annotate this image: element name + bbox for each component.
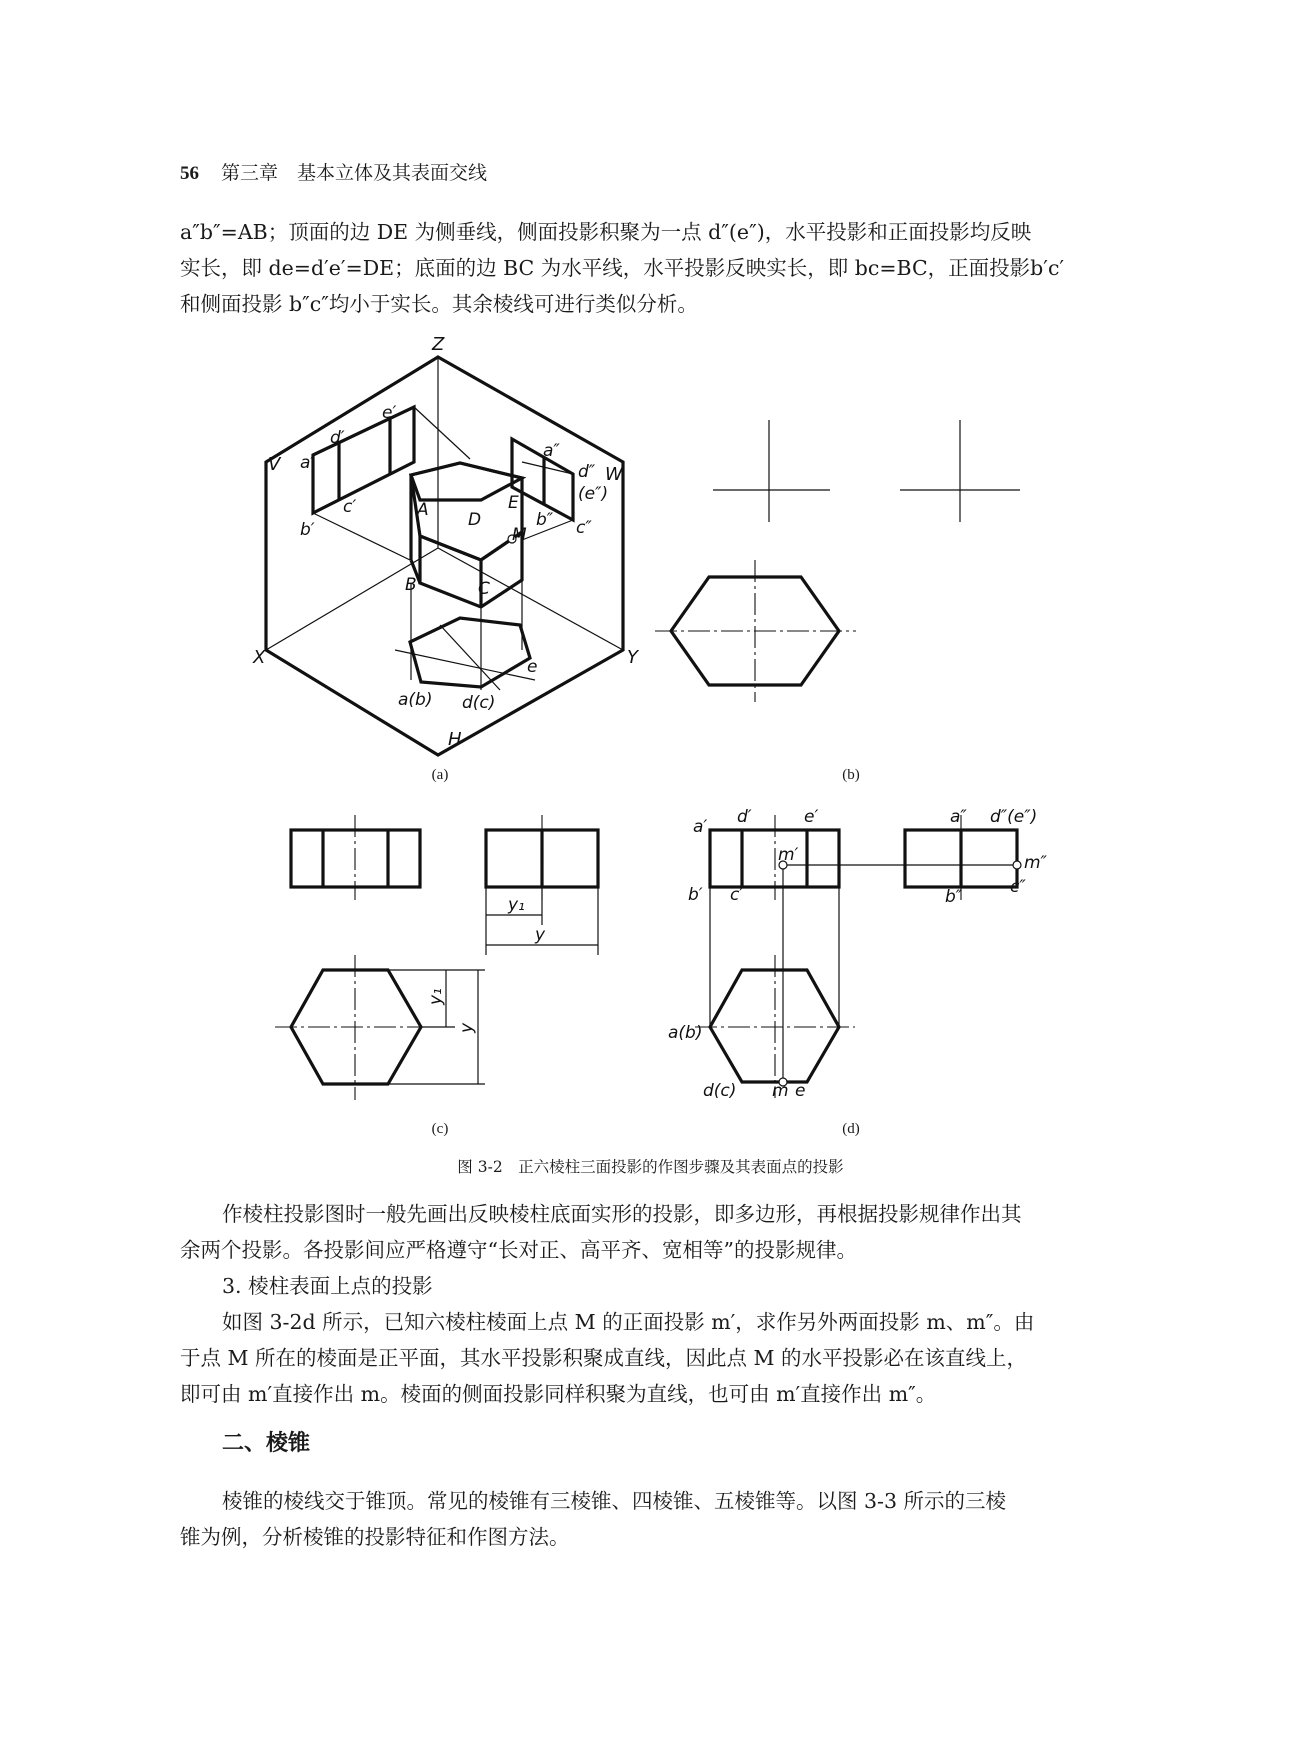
label-d-prime: d′	[330, 428, 345, 448]
label-A: A	[417, 500, 429, 520]
label-c-y1: y₁	[508, 895, 525, 915]
label-B: B	[405, 575, 417, 595]
label-b-prime: b′	[300, 520, 315, 540]
label-d-dprime: d″	[578, 462, 596, 482]
subfig-label-d: (d)	[842, 1121, 860, 1137]
para3-line-2: 于点 M 所在的棱面是正平面，其水平投影积聚成直线，因此点 M 的水平投影必在该直线上，	[180, 1346, 1028, 1370]
chapter-title: 第三章 基本立体及其表面交线	[221, 162, 488, 184]
paragraph-2-cont	[180, 1232, 1150, 1268]
proj-line-2	[313, 513, 410, 560]
label-d-c-dprime: c″	[1010, 877, 1026, 897]
fig-a-isometric	[252, 334, 640, 755]
section-heading: 二、棱锥	[222, 1431, 311, 1456]
label-d-m-dprime: m″	[1024, 853, 1047, 873]
fig-d-m-dprime-point	[1013, 861, 1021, 869]
para4-line-1: 棱锥的棱线交于锥顶。常见的棱锥有三棱锥、四棱锥、五棱锥等。以图 3-3 所示的三棱	[222, 1489, 1007, 1513]
label-h-ab: a(b)	[398, 690, 433, 710]
label-d-h-m: m	[772, 1081, 789, 1101]
subfig-label-c: (c)	[431, 1121, 449, 1137]
intro-line-2: 实长，即 de=d′e′=DE；底面的边 BC 为水平线，水平投影反映实长，即 bc=BC，正面投影b′c′	[180, 256, 1065, 280]
paragraph-2	[180, 1196, 1150, 1232]
prism-side	[420, 532, 522, 607]
label-c-y1-v: y₁	[426, 988, 446, 1005]
label-E: E	[508, 493, 519, 513]
fig-b	[655, 420, 1020, 702]
label-d-e-prime: e′	[804, 807, 819, 827]
label-a-prime: a′	[300, 453, 315, 473]
fig-c	[275, 815, 598, 1100]
label-a-dprime: a″	[543, 441, 560, 461]
prism-top-face	[411, 463, 522, 500]
label-C: C	[478, 579, 490, 599]
label-axis-z: Z	[432, 334, 445, 355]
label-d-a-prime: a′	[693, 817, 708, 837]
label-d-b-prime: b′	[688, 885, 703, 905]
page-number: 56	[180, 163, 199, 184]
label-e-dprime: (e″)	[578, 484, 609, 504]
intro-line-1: a″b″=AB；顶面的边 DE 为侧垂线，侧面投影积聚为一点 d″(e″)，水平投影和正面投影均反映	[180, 220, 1032, 244]
proj-line-1	[414, 407, 470, 459]
label-e-prime: e′	[382, 403, 397, 423]
label-h-e: e	[527, 657, 538, 677]
para4-line-2: 锥为例，分析棱锥的投影特征和作图方法。	[180, 1525, 570, 1549]
label-axis-x: X	[253, 647, 266, 668]
label-axis-y: Y	[627, 647, 638, 668]
label-c-y: y	[535, 925, 546, 945]
subfig-label-a: (a)	[431, 767, 449, 783]
subfig-label-b: (b)	[842, 767, 860, 783]
label-d-c-prime: c′	[730, 885, 744, 905]
label-b-dprime: b″	[536, 510, 554, 530]
label-plane-w: W	[605, 464, 623, 485]
axis-y-line	[438, 548, 623, 650]
label-c-y-v: y	[457, 1022, 477, 1033]
para2-line-1: 作棱柱投影图时一般先画出反映棱柱底面实形的投影，即多边形，再根据投影规律作出其	[222, 1202, 1022, 1226]
subsection-title: 3. 棱柱表面上点的投影	[222, 1274, 433, 1298]
label-d-a-dprime: a″	[950, 807, 967, 827]
para3-line-1: 如图 3-2d 所示，已知六棱柱棱面上点 M 的正面投影 m′，求作另外两面投影 m、m″。由	[222, 1310, 1035, 1334]
figure-caption: 图 3-2 正六棱柱三面投影的作图步骤及其表面点的投影	[457, 1158, 844, 1176]
label-c-prime: c′	[343, 497, 357, 517]
h-projection	[410, 618, 530, 687]
intro-line-3: 和侧面投影 b″c″均小于实长。其余棱线可进行类似分析。	[180, 292, 698, 316]
label-plane-h: H	[448, 729, 462, 750]
label-plane-v: V	[268, 454, 281, 475]
label-d-h-e: e	[795, 1081, 806, 1101]
label-D: D	[468, 510, 482, 530]
para2-line-2: 余两个投影。各投影间应严格遵守“长对正、高平齐、宽相等”的投影规律。	[180, 1238, 857, 1262]
fig-d	[668, 807, 1048, 1101]
label-M: M	[512, 525, 527, 545]
label-d-b-dprime: b″	[945, 887, 963, 907]
fig-a-box-outline	[266, 357, 623, 755]
label-d-d-prime: d′	[737, 807, 752, 827]
label-h-dc: d(c)	[462, 693, 496, 713]
label-d-h-dc: d(c)	[703, 1081, 737, 1101]
para3-line-3: 即可由 m′直接作出 m。棱面的侧面投影同样积聚为直线，也可由 m′直接作出 m″。	[180, 1382, 937, 1406]
h-center-2	[440, 625, 500, 690]
label-c-dprime: c″	[576, 518, 592, 538]
label-d-h-ab: a(b)	[668, 1023, 703, 1043]
label-d-m-prime: m′	[778, 845, 799, 865]
label-d-de-dprime: d″(e″)	[990, 807, 1038, 827]
